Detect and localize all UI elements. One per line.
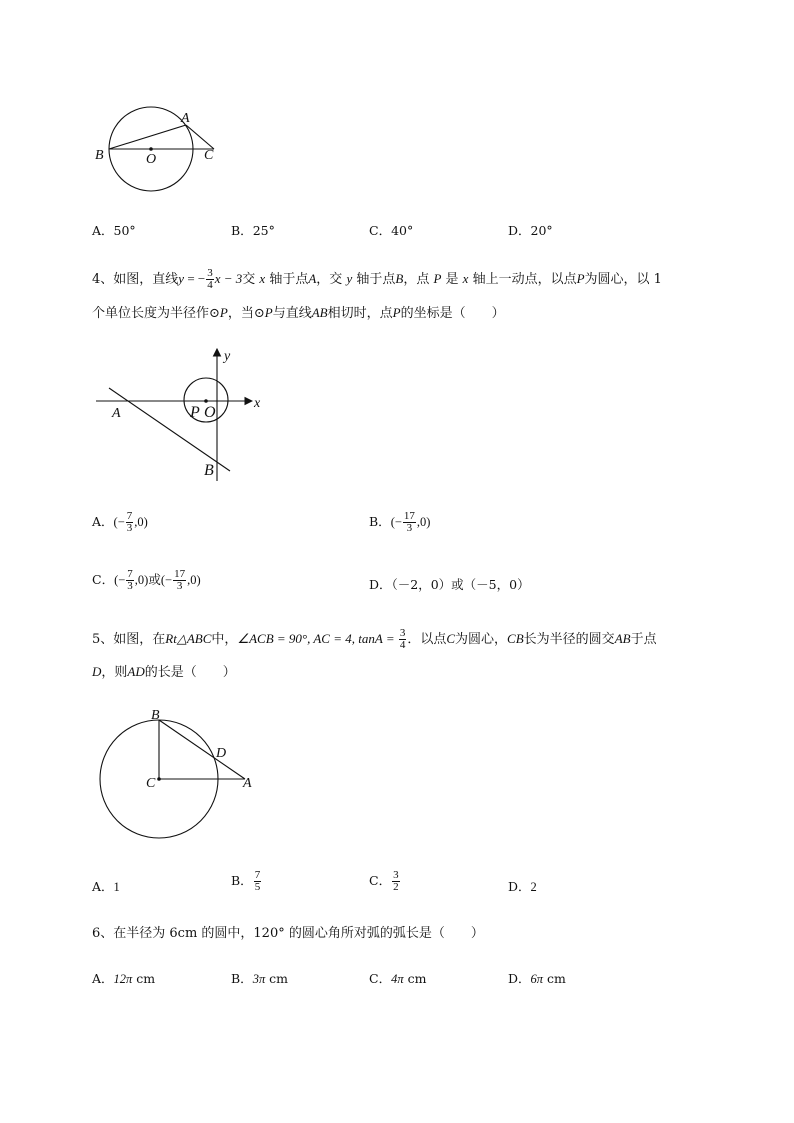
label-a: A xyxy=(243,776,252,791)
q4-option-d[interactable]: D．（－2，0）或（－5，0） xyxy=(369,577,530,592)
label-o: O xyxy=(146,152,157,167)
segment-ba xyxy=(109,125,186,149)
center-dot xyxy=(157,777,161,781)
label-a: A xyxy=(112,406,121,421)
q4-fraction: $\frac{3}{4}$ xyxy=(207,267,213,291)
q4-a-fraction: $\frac{7}{3}$ xyxy=(126,510,133,534)
q5-option-b[interactable]: B． $\frac{7}{5}$ xyxy=(231,869,261,893)
q4-option-b[interactable]: B．(− $\frac{17}{3}$ ,0) xyxy=(369,510,431,534)
q3-option-d[interactable]: D．20° xyxy=(508,223,553,238)
q6-option-a[interactable]: A．12π cm xyxy=(92,971,156,986)
q4-b-fraction: $\frac{17}{3}$ xyxy=(403,510,415,534)
q6-option-d[interactable]: D．6π cm xyxy=(508,971,566,986)
center-dot xyxy=(149,147,153,151)
q5-fraction: $\frac{3}{4}$ xyxy=(399,627,406,651)
question-5-line-1: 5、如图，在Rt△ABC中，∠ACB = 90°, AC = 4, tanA = $\frac{3}{4}$ ．以点C为圆心，CB长为半径的圆交AB于点 xyxy=(92,627,657,651)
label-p: P xyxy=(190,404,200,421)
q6-option-c[interactable]: C．4π cm xyxy=(369,971,427,986)
label-b: B xyxy=(151,708,160,723)
q4-c-fraction-1: $\frac{7}{3}$ xyxy=(127,568,133,592)
label-o: O xyxy=(204,404,216,421)
label-d: D xyxy=(216,746,227,761)
label-x: x xyxy=(254,396,261,411)
q5-c-fraction: $\frac{3}{2}$ xyxy=(393,869,399,893)
label-c: C xyxy=(204,148,214,163)
segment-ac xyxy=(186,125,214,149)
q5-option-d[interactable]: D．2 xyxy=(508,879,537,894)
segment-ba xyxy=(159,720,245,779)
q5-option-a[interactable]: A．1 xyxy=(92,879,120,894)
question-6: 6、在半径为 6cm 的圆中，120° 的圆心角所对弧的弧长是（ ） xyxy=(92,926,484,941)
label-a: A xyxy=(181,111,190,126)
q4-option-a[interactable]: A．(− $\frac{7}{3}$ ,0) xyxy=(92,510,148,534)
label-y: y xyxy=(224,349,231,364)
label-b: B xyxy=(95,148,104,163)
label-b: B xyxy=(204,462,214,479)
question-4-line-2: 个单位长度为半径作⊙P，当⊙P与直线AB相切时，点P的坐标是（ ） xyxy=(92,305,505,321)
q3-option-c[interactable]: C．40° xyxy=(369,223,414,238)
figure-axes-circle xyxy=(92,343,282,485)
label-c: C xyxy=(146,776,156,791)
question-4-line-1: 4、如图，直线y = − $\frac{3}{4}$ x − 3交 x 轴于点A，交 y 轴于点B，点 P 是 x 轴上一动点，以点P为圆心，以 1 xyxy=(92,267,662,291)
q5-option-c[interactable]: C． $\frac{3}{2}$ xyxy=(369,869,399,893)
q4-option-c[interactable]: C．(− $\frac{7}{3}$ ,0)或(− $\frac{17}{3}$ ,0) xyxy=(92,568,201,592)
point-p-dot xyxy=(204,399,208,403)
q4-c-fraction-2: $\frac{17}{3}$ xyxy=(174,568,186,592)
figure-circle-right-triangle xyxy=(92,703,272,845)
q3-option-b[interactable]: B．25° xyxy=(231,223,275,238)
question-5-line-2: D，则AD的长是（ ） xyxy=(92,664,236,680)
figure-circle-triangle xyxy=(90,100,250,200)
q5-b-fraction: $\frac{7}{5}$ xyxy=(254,869,261,893)
q3-option-a[interactable]: A．50° xyxy=(92,223,136,238)
q6-option-b[interactable]: B．3π cm xyxy=(231,971,289,986)
